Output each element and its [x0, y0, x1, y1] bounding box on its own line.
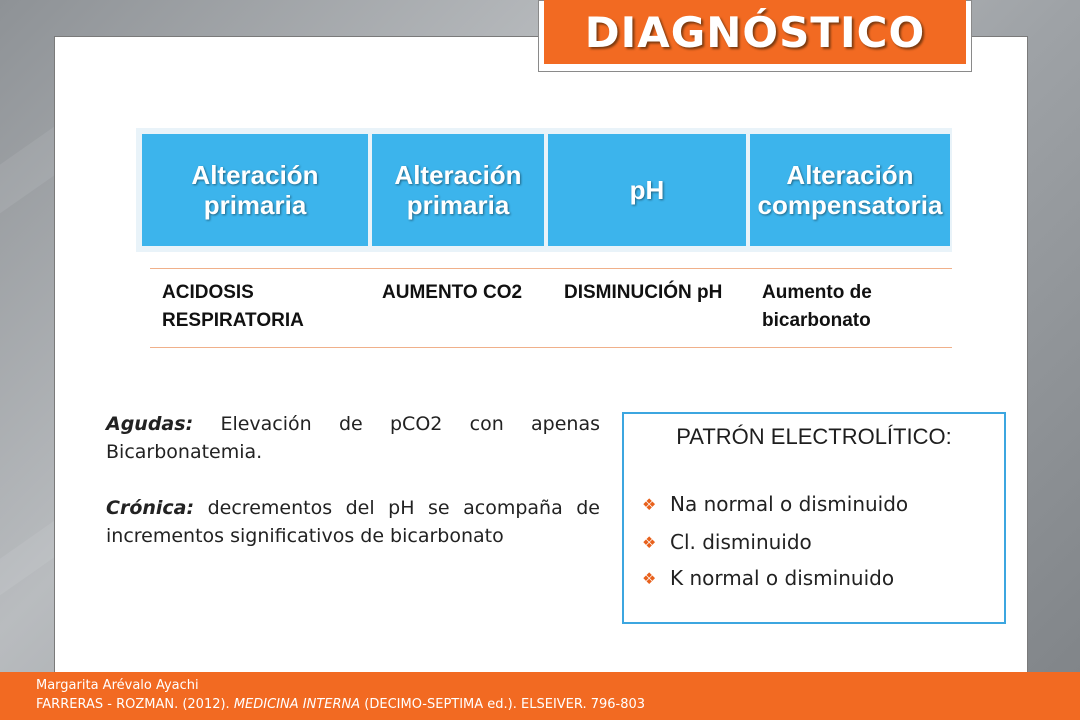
cronica-text: decrementos del pH se acompaña de incrementos significativos de bicarbonato: [106, 497, 600, 547]
table-cell: ACIDOSIS RESPIRATORIA: [162, 282, 304, 331]
cronica-paragraph: [106, 494, 600, 550]
table-cell: DISMINUCIÓN pH: [564, 282, 723, 303]
table-header-cell: Alteración primaria: [142, 134, 368, 246]
electrolyte-pattern-box: [622, 412, 1006, 624]
list-item-label: K normal o disminuido: [670, 566, 895, 590]
list-item-label: Na normal o disminuido: [670, 492, 909, 516]
list-item: [642, 530, 812, 554]
description-text: [106, 410, 600, 550]
table-header-cell: Alteración primaria: [372, 134, 544, 246]
page-title: DIAGNÓSTICO: [584, 7, 926, 57]
footer-bar: [0, 672, 1080, 720]
reference-prefix: FARRERAS - ROZMAN. (2012).: [36, 697, 234, 712]
table-cell: AUMENTO CO2: [382, 282, 523, 303]
list-item-label: Cl. disminuido: [670, 530, 812, 554]
title-banner: [544, 0, 966, 64]
reference-suffix: (DECIMO-SEPTIMA ed.). ELSEIVER. 796-803: [360, 697, 646, 712]
diamond-bullet-icon: ❖: [642, 568, 657, 588]
reference-title: MEDICINA INTERNA: [233, 697, 361, 712]
footer-author: Margarita Arévalo Ayachi: [36, 678, 199, 693]
table-header-cell: Alteración compensatoria: [750, 134, 950, 246]
patron-title: PATRÓN ELECTROLÍTICO:: [676, 424, 952, 449]
table-header-row: [136, 128, 952, 252]
diamond-bullet-icon: ❖: [642, 532, 657, 552]
list-item: [642, 492, 908, 516]
diamond-bullet-icon: ❖: [642, 494, 657, 514]
cronica-label: Crónica:: [106, 497, 195, 519]
table-header-cell: pH: [548, 134, 746, 246]
agudas-paragraph: [106, 410, 600, 466]
agudas-label: Agudas:: [106, 413, 194, 435]
footer-reference: [36, 697, 645, 712]
agudas-text: Elevación de pCO2 con apenas Bicarbonatemia.: [106, 413, 600, 463]
table-cell: Aumento de bicarbonato: [762, 282, 872, 331]
table-row: [150, 268, 952, 348]
list-item: [642, 566, 894, 590]
